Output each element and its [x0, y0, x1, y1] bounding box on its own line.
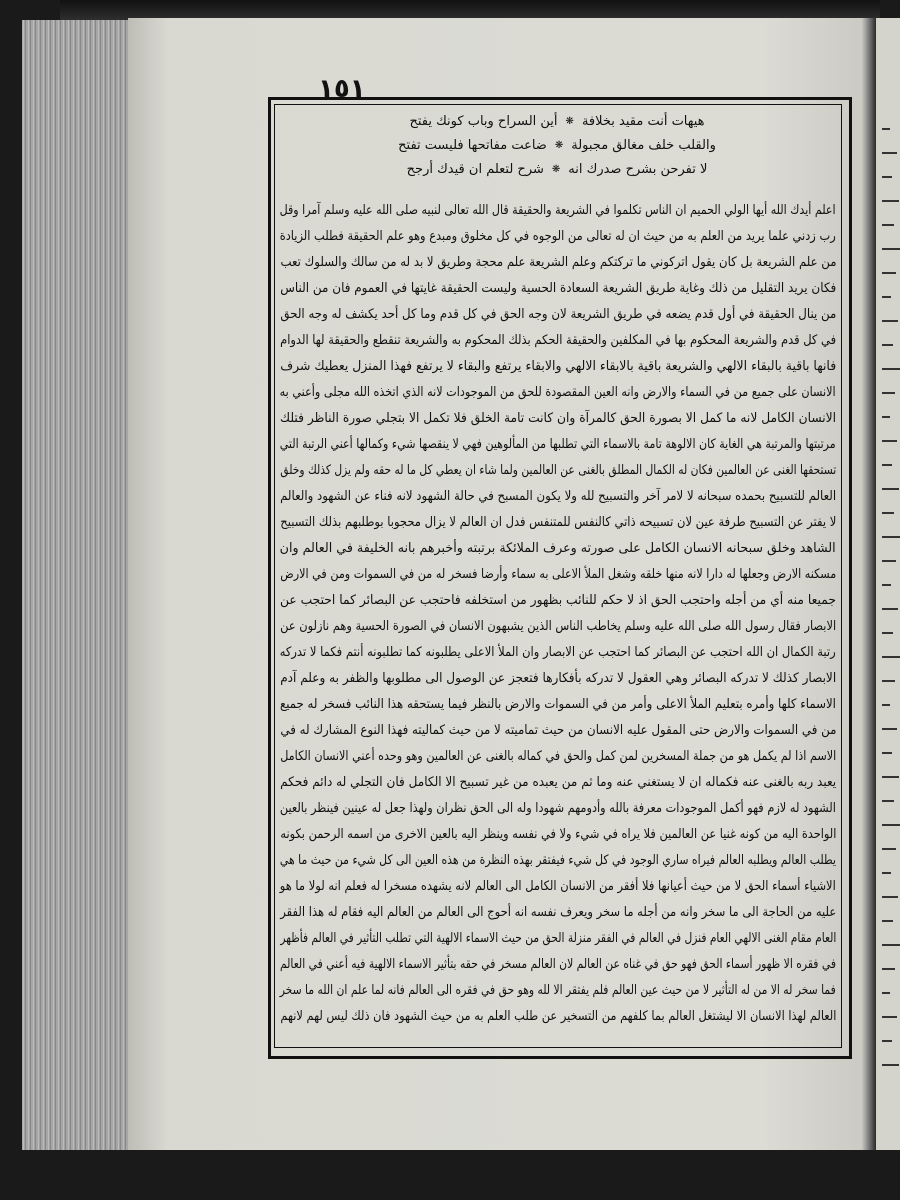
- facing-page-text-fragment: [882, 776, 899, 778]
- facing-page-text-fragment: [882, 584, 891, 586]
- facing-page-text-fragment: [882, 200, 899, 202]
- facing-page-text-fragment: [882, 824, 900, 826]
- text-line: العام مقام الغنى الالهي العام فنزل في العالم في الفقر منزلة الحق من حيث الاسماء الالهية التي تطلب التأثير في العالم فأظهر: [280, 931, 836, 946]
- text-line: يعبد ربه بالغنى عنه فكماله ان لا يستغني عنه وما ثم من يعبده من غير تسبيح الا الكامل فان التجلي له دائم فحكم: [280, 775, 836, 790]
- facing-page-text-fragment: [882, 992, 890, 994]
- text-line: العالم للتسبيح بحمده سبحانه لا لامر آخر والتسبيح لله ولا يكون المسبح في حالة الشهود لانه فناء عن الشهود والعالم: [280, 489, 836, 504]
- facing-page-text-fragment: [882, 608, 898, 610]
- hemistich-right: والقلب خلف مغالق مجبولة: [571, 138, 716, 153]
- verse: [280, 158, 834, 182]
- text-line: الشاهد وخلق سبحانه الانسان الكامل على صورته وعرف الملائكة برتبته وأخبرهم بانه الخليفة في العالم وان: [280, 541, 836, 556]
- text-line: الاشياء أسماء الحق لا من حيث أعيانها فلا أفقر من الانسان الكامل الى العالم لانه يشهده مسخرا له فعلم انه لولا ما هو: [280, 879, 836, 894]
- verse: [280, 110, 834, 134]
- facing-page-text-fragment: [882, 128, 890, 130]
- text-line: من علم الشريعة بل كان يقول اتركوني ما تركتكم وعلم الشريعة علم محجة وطريق لا بد له من سالك والسلوك تعب: [280, 255, 836, 270]
- facing-page-text-fragment: [882, 872, 891, 874]
- facing-page-text-fragment: [882, 224, 894, 226]
- facing-page-text-fragment: [882, 944, 900, 946]
- facing-page-text-fragment: [882, 152, 897, 154]
- facing-page-text-fragment: [882, 680, 895, 682]
- facing-page-text-fragment: [882, 392, 895, 394]
- facing-page-text-fragment: [882, 464, 892, 466]
- facing-page-text-fragment: [882, 704, 890, 706]
- text-line: الاسماء كلها وأمره بتعليم الملأ الاعلى وأمر من في السموات والارض بالنظر فيما يستحقه هذا النائب فسخر له جميع: [280, 697, 836, 712]
- text-line: اعلم أيدك الله أيها الولي الحميم ان الناس تكلموا في الشريعة والحقيقة قال الله تعالى لنبيه صلى الله عليه وسلم آمرا وقل: [280, 203, 836, 218]
- text-line: من ينال الحقيقة في أول قدم يضعه في طريق الشريعة لان وجه الحق في كل قدم وما كل أحد يكشف له وجه الحق: [280, 307, 836, 322]
- facing-page-text-fragment: [882, 488, 899, 490]
- facing-page-text-fragment: [882, 632, 893, 634]
- verse-separator: ❋: [551, 164, 561, 175]
- text-line: الانسان الكامل لانه ما كمل الا بصورة الحق كالمرآة وان كانت تامة الخلق فلا تكمل الا بتجلي صورة الناظر فتلك: [280, 411, 836, 426]
- hemistich-right: لا تفرحن بشرح صدرك انه: [568, 162, 708, 177]
- body-text: [280, 198, 836, 1030]
- facing-page-text-fragment: [882, 368, 900, 370]
- page-number: ١٥١: [318, 74, 366, 104]
- facing-page-text-fragment: [882, 416, 890, 418]
- facing-page-text-fragment: [882, 752, 892, 754]
- facing-page-text-fragment: [882, 968, 895, 970]
- facing-page-text-fragment: [882, 560, 896, 562]
- text-line: فما سخر له الا من له التأثير لا من حيث عين العالم فلم يفتقر الا لله وهو حق في فقره الى العالم فانه لما علم ان الله ما سخر: [280, 983, 836, 998]
- facing-page-text-fragment: [882, 248, 900, 250]
- facing-page-text-fragment: [882, 272, 896, 274]
- text-line: فكان يريد التقليل من ذلك وغاية طريق الشريعة السعادة الحسية وليست الحقيقة غايتها في العموم فان من الناس: [280, 281, 836, 296]
- book-gutter: [862, 18, 876, 1150]
- text-line: في كل قدم والشريعة المحكوم بها في المكلفين والحقيقة الحكم بذلك المحكوم به والشريعة تنقطع والحقيقة لها الدوام: [280, 333, 836, 348]
- text-line: الواحدة اليه من كونه غنيا عن العالمين فلا يراه في شيء ولا في نفسه وينظر اليه بالعين الاخرى من اسمه الرحمن بكونه: [280, 827, 836, 842]
- text-line: جميعا منه أي من أجله واحتجب الحق اذ لا حكم للنائب بظهور من استخلفه فاحتجب عن البصائر كما احتجب عن: [280, 593, 836, 608]
- text-line: رب زدني علما يريد من العلم به من حيث ان له تعالى من الوجوه في كل مخلوق ومبدع وهو علم الحقيقة فطلب الزيادة: [280, 229, 836, 244]
- facing-page-text-fragment: [882, 848, 896, 850]
- facing-page-text-fragment: [882, 1016, 897, 1018]
- facing-page-text-fragment: [882, 320, 898, 322]
- verse-separator: ❋: [554, 140, 564, 151]
- facing-page-text-fragment: [882, 656, 900, 658]
- text-line: رتبة الكمال ان الله احتجب عن البصائر كما احتجب عن الابصار وان الملأ الاعلى يطلبونه كما تطلبونه أنتم فكما لا تدركه: [280, 645, 836, 660]
- facing-page-text-fragment: [882, 440, 897, 442]
- text-line: فانها باقية بالبقاء الالهي والشريعة باقية بالابقاء الالهي والابقاء يرتفع والبقاء لا يرتفع فهذا المنزل يعطيك شرف: [280, 359, 836, 374]
- poem-verses: [280, 110, 834, 182]
- facing-page-text-fragment: [882, 344, 893, 346]
- text-line: يطلب العالم ويطلبه العالم فيراه ساري الوجود في كل شيء فيفتقر بهذه النظرة من هذه العين الى كل شيء من حيث ما هي: [280, 853, 836, 868]
- facing-page-text-fragment: [882, 512, 894, 514]
- text-line: عليه من الحاجة الى ما سخر وانه من أجله ما سخر ويعرف نفسه انه أحوج الى العالم من العالم اليه فقام له هذا الفقر: [280, 905, 836, 920]
- hemistich-right: هيهات أنت مقيد بخلافة: [581, 114, 705, 129]
- text-line: تستحقها الغنى عن العالمين فكان له الكمال المطلق بالغنى عن العالمين ولما شاء ان يعطي كل ما له حقه ولم يزل كذلك وخلق: [280, 463, 836, 478]
- facing-page-text-fragment: [882, 920, 893, 922]
- page-edges: [22, 20, 134, 1150]
- facing-page-text-fragment: [882, 800, 894, 802]
- text-line: العالم لهذا الانسان الا ليشتغل العالم بما كلفهم من التسخير عن طلب العلم به من حيث الشهود فان ذلك ليس لهم لانهم: [280, 1009, 836, 1024]
- text-line: الشهود له لازم فهو أكمل الموجودات معرفة بالله وأدومهم شهودا وله الى الحق نظران ولهذا جعل له عينين فينظر بالعين: [280, 801, 836, 816]
- facing-page-text-fragment: [882, 728, 897, 730]
- facing-page-text-fragment: [882, 536, 900, 538]
- text-line: من في السموات والارض حتى المقول عليه الانسان من حيث تماميته لا من حيث كماليته فهذا النوع المشارك له في: [280, 723, 836, 738]
- verse-separator: ❋: [565, 116, 574, 127]
- facing-page-text-fragment: [882, 1040, 892, 1042]
- verse: [280, 134, 834, 158]
- hemistich-left: أين السراح وباب كونك يفتح: [409, 114, 558, 129]
- hemistich-left: شرح لتعلم ان قيدك أرجح: [406, 162, 544, 177]
- facing-page-text-fragment: [882, 176, 892, 178]
- text-line: مرتبتها والمرتبة هي الغاية كان الالوهة تامة بالاسماء التي تطلبها من المألوهين فهي لا ينقصها شيء وكمالها أعني الرتبة التي: [280, 437, 836, 452]
- facing-page-edge: [876, 18, 900, 1150]
- facing-page-text-fragment: [882, 296, 891, 298]
- text-line: الابصار كذلك لا تدركه البصائر وهي العقول لا تدركه بأفكارها فتعجز عن الوصول الى مطلوبها والظفر به وعلم آدم: [280, 671, 836, 686]
- text-line: في فقره الا ظهور أسماء الحق فهو حق في غناه عن العالم لان العالم مسخر في حقه بتأثير الاسماء الالهية فيه أعني في العالم: [280, 957, 836, 972]
- facing-page-text-fragment: [882, 1064, 899, 1066]
- text-line: الانسان على جميع من في السماء والارض وانه العين المقصودة للحق من الموجودات لانه الذي اتخذه الله مجلى وأعني به: [280, 385, 836, 400]
- text-line: الاسم اذا لم يكمل هو من جملة المسخرين لمن كمل والحق في كماله بالغنى عن العالمين وهو وحده أعني الانسان الكامل: [280, 749, 836, 764]
- facing-page-text-fragment: [882, 896, 898, 898]
- text-line: الابصار فقال رسول الله صلى الله عليه وسلم يخاطب الناس الذين يشبهون الانسان في الصورة الحسية وهم نازلون عن: [280, 619, 836, 634]
- text-line: لا يفتر عن التسبيح طرفة عين لان تسبيحه ذاتي كالنفس للمتنفس فدل ان العالم لا يزال محجوبا بوطلبهم بذلك التسبيح: [280, 515, 836, 530]
- text-line: مسكنه الارض وجعلها له دارا لانه منها خلقه وشغل الملأ الاعلى به سماء وأرضا فسخر له من في السموات ومن في الارض: [280, 567, 836, 582]
- hemistich-left: ضاعت مفاتحها فليست تفتح: [398, 138, 547, 153]
